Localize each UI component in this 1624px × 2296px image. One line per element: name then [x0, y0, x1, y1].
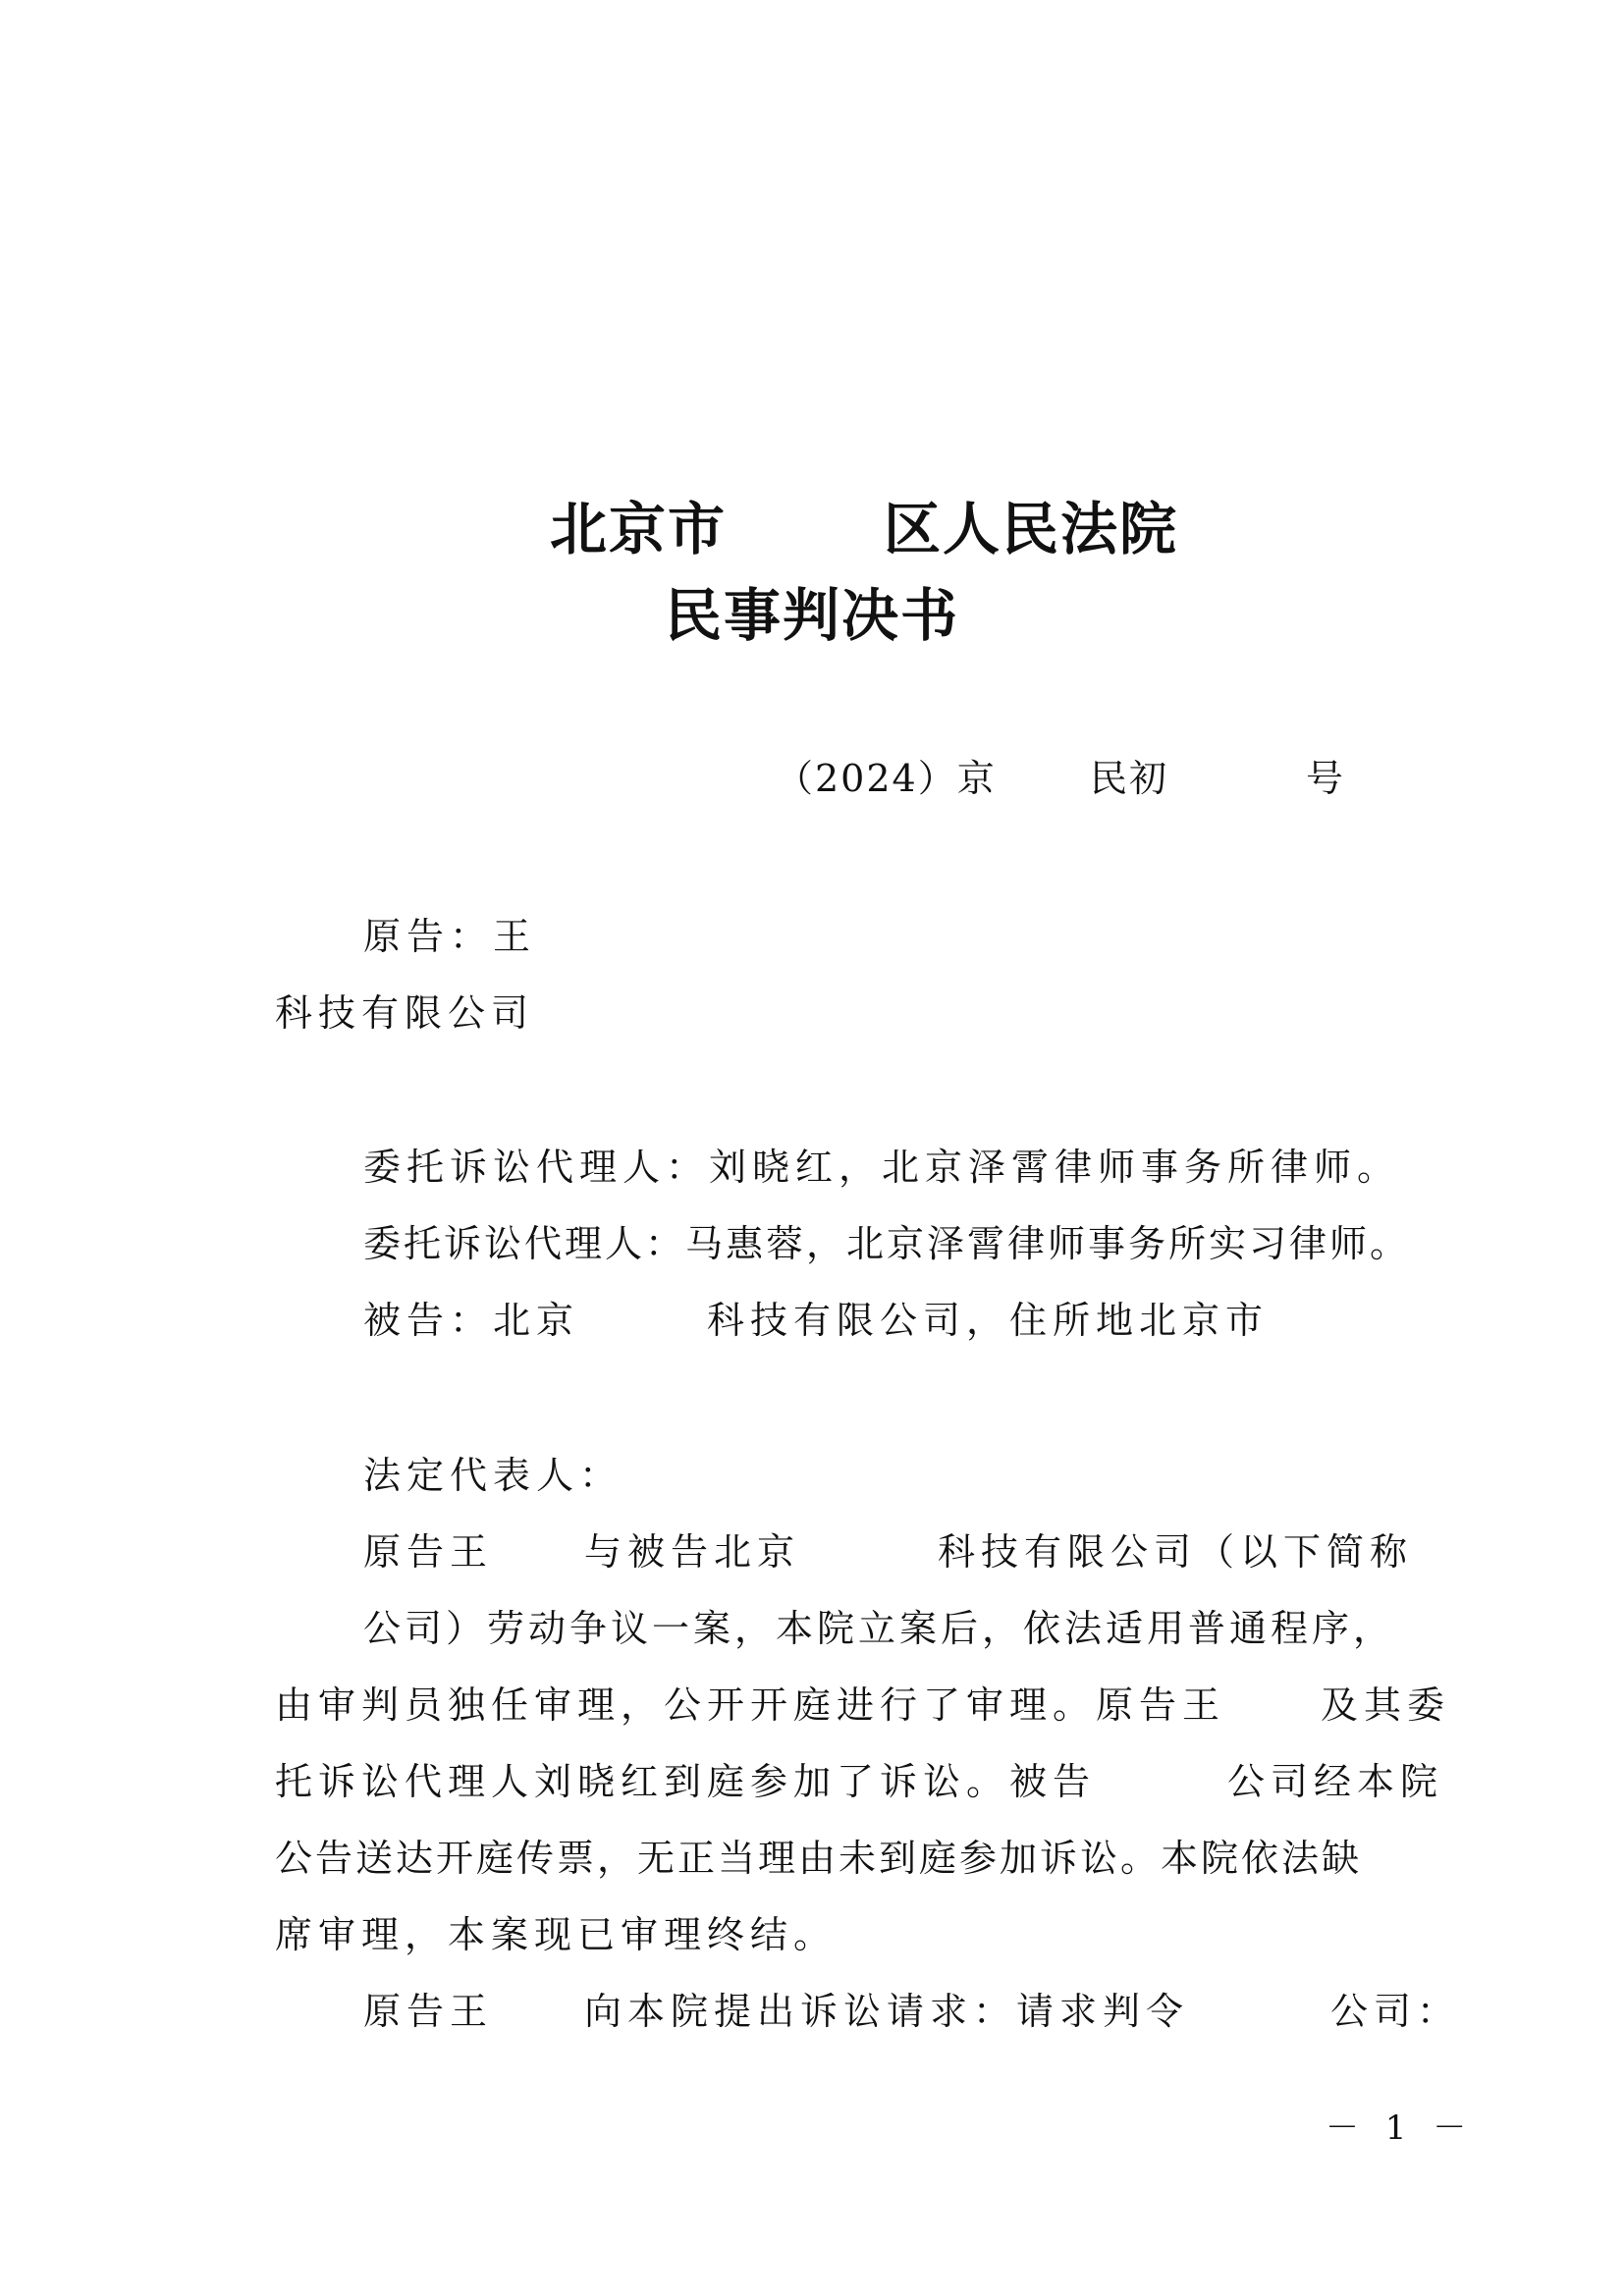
body-p2-company: 公司：	[1330, 1990, 1461, 2033]
case-number-year: （2024）京	[776, 757, 997, 800]
defendant-company: 科技有限公司，住所地北京市	[707, 1299, 1270, 1342]
body-p1-line4b: 公司经本院	[1227, 1760, 1444, 1803]
court-name-part1: 北京市	[550, 496, 728, 562]
body-p2-plaintiff: 原告王	[363, 1990, 494, 2033]
body-p1-line3a: 由审判员独任审理，公开开庭进行了审理。原告王	[275, 1683, 1226, 1727]
body-p1-line4a: 托诉讼代理人刘晓红到庭参加了诉讼。被告	[275, 1760, 1097, 1803]
agent-2: 委托诉讼代理人：马惠蓉，北京泽霄律师事务所实习律师。	[363, 1222, 1411, 1265]
case-number-suffix: 号	[1306, 757, 1346, 800]
document-type: 民事判决书	[664, 582, 959, 649]
body-p1-line3b: 及其委	[1321, 1683, 1451, 1727]
legal-representative: 法定代表人：	[363, 1454, 623, 1497]
plaintiff-company: 科技有限公司	[275, 991, 535, 1035]
court-name	[0, 496, 1624, 569]
body-p1-line6: 席审理，本案现已审理终结。	[275, 1913, 838, 1956]
agent-1: 委托诉讼代理人：刘晓红，北京泽霄律师事务所律师。	[363, 1146, 1401, 1189]
plaintiff-label: 原告：王	[363, 915, 537, 958]
body-p2-request: 向本院提出诉讼请求：请求判令	[584, 1990, 1190, 2033]
body-p1-line5: 公告送达开庭传票，无正当理由未到庭参加诉讼。本院依法缺	[275, 1837, 1363, 1880]
court-name-part2: 区人民法院	[884, 496, 1179, 562]
case-number-type: 民初	[1090, 757, 1169, 800]
defendant-label: 被告：北京	[363, 1299, 580, 1342]
body-p1-plaintiff: 原告王	[363, 1530, 494, 1574]
body-p1-defendant: 与被告北京	[584, 1530, 801, 1574]
body-p1-company: 科技有限公司（以下简称	[938, 1530, 1414, 1574]
body-p1-line2: 公司）劳动争议一案，本院立案后，依法适用普通程序，	[363, 1607, 1395, 1650]
page-number: － 1 －	[1326, 2109, 1475, 2148]
